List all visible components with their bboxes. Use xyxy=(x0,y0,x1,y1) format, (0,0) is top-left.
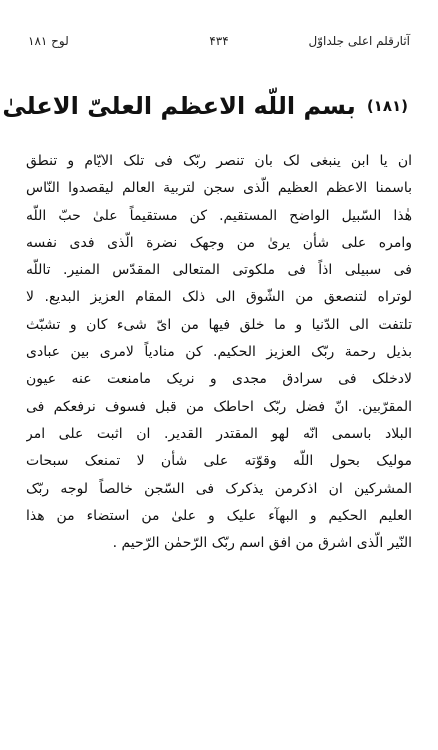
tablet-heading xyxy=(2,92,408,120)
text-line: باسمنا الاعظم العظیم الّذی سجن لتربیة العالم لیقصدوا النّاس xyxy=(26,180,412,197)
text-line: المقرّبین. انّ فضل ربّک احاطک من قبل فسوف نرفعکم فی xyxy=(26,398,412,415)
text-line: فی سبیلی اذاً فی ملکوتی المتعالی المقدّس المنیر. تاللّه xyxy=(26,262,412,279)
text-line: بذیل رحمة ربّک العزیز الحکیم. کن منادیاً لامری بین عبادی xyxy=(26,344,412,361)
text-line: ان یا ابن ینبغی لک بان تنصر ربّک فی تلک الایّام و تنطق xyxy=(26,153,412,169)
text-line: وامره علی شأن یریٰ من وجهک نضرة الّذی فدی نفسه xyxy=(26,234,412,251)
text-line: العلیم الحکیم و البهآء علیک و علیٰ من استضاء من هذا xyxy=(26,507,412,524)
tablet-label: لوح ۱۸۱ xyxy=(28,34,69,48)
text-line: النّیر الّذی اشرق من افق اسم ربّک الرّحمٰن الرّحیم . xyxy=(112,535,412,552)
text-line: البلاد باسمی انّه لهو المقتدر القدیر. ان اثبت علی امر xyxy=(26,425,412,442)
invocation-title: بسم اللّه الاعظم العلیّ الاعلیٰ xyxy=(2,92,356,120)
tablet-number: (۱۸۱) xyxy=(366,97,408,115)
page-number: ۴۳۴ xyxy=(209,34,229,48)
text-line: هٰذا السّبیل الواضح المستقیم. کن مستقیماً علیٰ حبّ اللّه xyxy=(26,207,412,224)
tablet-body xyxy=(26,148,412,557)
text-line: لادخلک فی سرادق مجدی و نریک مامنعت عنه عیون xyxy=(26,371,412,388)
text-line: تلتفت الی الدّنیا و ما خلق فیها من ایّ شیء کان و تشبّث xyxy=(26,316,412,333)
text-line: مولیک بحول اللّه وقوّته علی شأن لا تمنعک سبحات xyxy=(26,453,412,470)
running-header xyxy=(28,34,410,56)
text-line: لوتراه لتنصعق من الشّوق الی ذلک المقام العزیز البدیع. لا xyxy=(26,289,412,306)
text-line: المشرکین ان اذکرمن یذکرک فی السّجن خالصاً لوجه ربّک xyxy=(26,480,412,497)
book-title: آثارقلم اعلی جلداوّل xyxy=(308,34,410,48)
